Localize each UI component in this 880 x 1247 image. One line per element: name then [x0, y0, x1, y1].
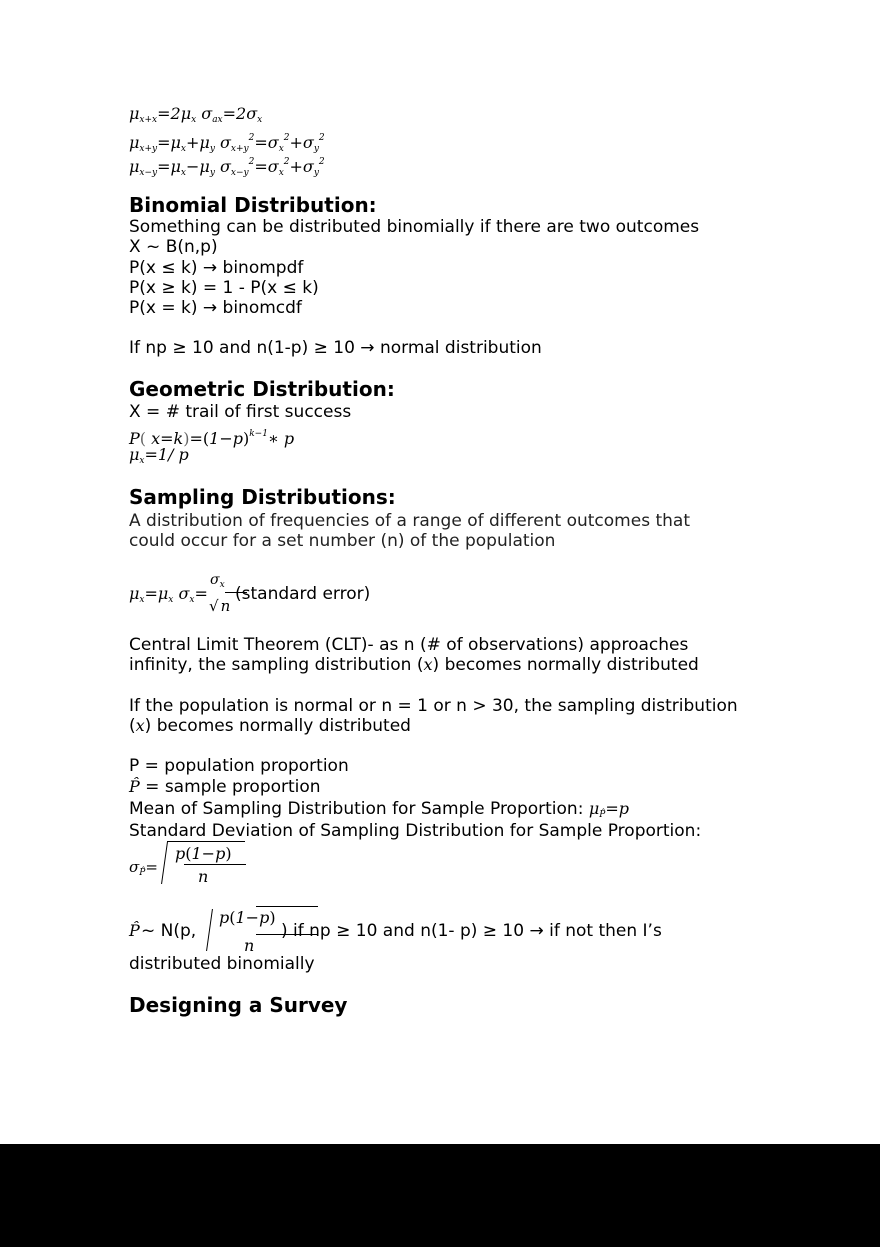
- heading-binomial: Binomial Distribution:: [129, 193, 377, 217]
- binomial-line: X ~ B(n,p): [129, 237, 218, 257]
- formula-mean-x-minus-y: $\mu_{x-y}=\mu_x-\mu_y$ $\sigma_{x-y}^2=\sigma_x^2+\sigma_y^2$: [129, 157, 325, 178]
- formula-mean-x-plus-x: $\mu_{x+x}=2\mu_x$ $\sigma_{ax}=2\sigma_x$: [129, 104, 263, 125]
- p-definition: P = population proportion: [129, 756, 349, 776]
- clt-text-2: infinity, the sampling distribution (x) becomes normally distributed: [129, 655, 699, 675]
- binomial-line: P(x = k) → binomcdf: [129, 298, 302, 318]
- fraction-bar: [184, 864, 246, 865]
- heading-designing-survey: Designing a Survey: [129, 993, 348, 1017]
- sampling-definition: could occur for a set number (n) of the population: [129, 531, 556, 551]
- geometric-definition: X = # trail of first success: [129, 402, 352, 422]
- formula-sd-sample-proportion: $\sigma_{P̂}=$ p(1−p) n: [129, 840, 269, 888]
- phat-definition: P̂ = sample proportion: [129, 777, 321, 797]
- population-normal-text-2: (x) becomes normally distributed: [129, 716, 411, 736]
- binomial-line: P(x ≥ k) = 1 - P(x ≤ k): [129, 278, 319, 298]
- heading-sampling: Sampling Distributions:: [129, 485, 396, 509]
- radical-sign: [206, 909, 215, 951]
- document-page: $\mu_{x+x}=2\mu_x$ $\sigma_{ax}=2\sigma_x$ $\mu_{x+y}=\mu_x+\mu_y$ $\sigma_{x+y}^2=\sigma_x^2+\sigma_y^2$ $\mu_{x-y}=\mu_x-\mu_y$ $\sigma_{x-y}^2=\sigma_x^2+\sigma_y^2$ Binomial Distribution: Something can be distributed binomially if there are two outcomes X ~ B(n,p) P(x ≤ k) → binompdf P(x ≥ k) = 1 - P(x ≤ k) P(x = k) → binomcdf If np ≥ 10 and n(1-p) ≥ 10 → normal distribution Geometric Distribution: X = # trail of first success P( $x=k)=(1-p)^{k-1}∗$ p $\mu_x=1/$ p Sampling Distributions: A distribution of frequencies of a range of different outcomes that could occur for a set number (n) of the population $\mu_x=\mu_x$ $\sigma_x=$ $\sigma_x$ √ n (standard error) Central Limit Theorem (CLT)- as n (# of observations) approaches infinity, the sampling distribution (x) becomes normally distributed If the population is normal or n = 1 or n > 30, the sampling distribution (x) becomes normally distributed P = population proportion P̂ = sample proportion Mean of Sampling Distribution for Sample Proportion: $\mu_{P̂}=p$ Standard Deviation of Sampling Distribution for Sample Proportion: $\sigma_{P̂}=$ p(1−p) n P̂ ~ N(p, p(1−p) n ) if np ≥ 10 and n(1- p) ≥ 10 → if not then I’s distributed binomially Designing a Survey: [0, 0, 880, 1144]
- formula-geometric-mean: $\mu_x=1/$ p: [129, 445, 189, 466]
- approx-line-2: distributed binomially: [129, 954, 315, 974]
- heading-geometric: Geometric Distribution:: [129, 377, 395, 401]
- clt-text: Central Limit Theorem (CLT)- as n (# of observations) approaches: [129, 635, 689, 655]
- radical-sign: [161, 842, 170, 884]
- binomial-line: P(x ≤ k) → binompdf: [129, 258, 304, 278]
- sampling-definition: A distribution of frequencies of a range of different outcomes that: [129, 511, 690, 531]
- mean-sample-proportion: Mean of Sampling Distribution for Sample Proportion: $\mu_{P̂}=p$: [129, 799, 629, 820]
- black-bottom-area: [0, 1144, 880, 1247]
- formula-mean-x-plus-y: $\mu_{x+y}=\mu_x+\mu_y$ $\sigma_{x+y}^2=\sigma_x^2+\sigma_y^2$: [129, 133, 325, 154]
- formula-geometric-probability: P( $x=k)=(1-p)^{k-1}∗$ p: [129, 429, 295, 448]
- phat-normal-approx: P̂ ~ N(p, p(1−p) n ) if np ≥ 10 and n(1- p) ≥ 10 → if not then I’s: [129, 908, 662, 955]
- normal-condition: If np ≥ 10 and n(1-p) ≥ 10 → normal distribution: [129, 338, 542, 358]
- sd-sample-proportion-label: Standard Deviation of Sampling Distribution for Sample Proportion:: [129, 821, 702, 841]
- binomial-line: Something can be distributed binomially if there are two outcomes: [129, 217, 700, 237]
- population-normal-text: If the population is normal or n = 1 or n > 30, the sampling distribution: [129, 696, 738, 716]
